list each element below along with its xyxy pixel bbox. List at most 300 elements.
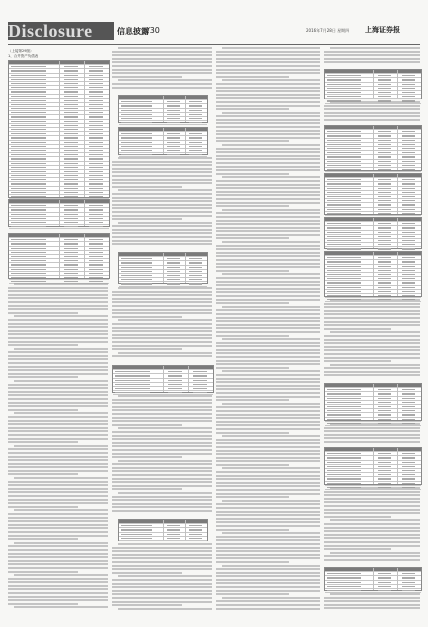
text-line bbox=[324, 430, 420, 432]
table-cell bbox=[64, 79, 78, 80]
table-cell bbox=[11, 171, 46, 172]
text-line bbox=[112, 503, 212, 505]
table-cell bbox=[167, 110, 179, 111]
text-line bbox=[216, 151, 320, 153]
text-line bbox=[216, 90, 320, 92]
text-line bbox=[8, 499, 108, 501]
table-cell bbox=[64, 205, 78, 206]
text-line bbox=[112, 550, 212, 552]
table-cell bbox=[327, 209, 361, 210]
table-cell bbox=[378, 188, 391, 189]
text-line bbox=[330, 487, 420, 489]
table-cell bbox=[327, 457, 361, 458]
table-cell bbox=[189, 534, 201, 535]
text-line bbox=[112, 435, 212, 437]
text-line bbox=[324, 534, 420, 536]
table-cell bbox=[327, 248, 361, 249]
table-cell bbox=[327, 291, 361, 292]
text-line bbox=[216, 309, 320, 311]
table-cell bbox=[189, 150, 201, 151]
text-line bbox=[330, 519, 420, 521]
table-cell bbox=[378, 84, 391, 85]
text-line bbox=[112, 601, 212, 603]
text-line bbox=[216, 72, 320, 74]
text-line bbox=[112, 470, 212, 472]
table-cell bbox=[89, 137, 103, 138]
table-cell bbox=[402, 213, 415, 214]
table-cell bbox=[89, 158, 103, 159]
text-line bbox=[216, 525, 320, 527]
table-cell bbox=[11, 112, 46, 113]
text-line bbox=[330, 552, 420, 554]
table-cell bbox=[64, 196, 78, 197]
text-line bbox=[216, 561, 289, 563]
text-line bbox=[222, 273, 320, 275]
table-cell bbox=[11, 196, 46, 197]
text-line bbox=[14, 283, 108, 285]
text-line bbox=[216, 194, 320, 196]
table-cell bbox=[64, 87, 78, 88]
text-line bbox=[222, 500, 320, 502]
text-line bbox=[216, 281, 320, 283]
table-cell bbox=[189, 525, 201, 526]
table-cell bbox=[378, 474, 391, 475]
text-line bbox=[112, 232, 212, 234]
table-cell bbox=[189, 105, 201, 106]
text-line bbox=[324, 509, 420, 511]
text-line bbox=[216, 590, 320, 592]
table-cell bbox=[193, 392, 207, 393]
table-cell bbox=[64, 209, 78, 210]
table-cell bbox=[121, 133, 152, 134]
table bbox=[324, 69, 422, 99]
text-line bbox=[324, 342, 420, 344]
text-line bbox=[222, 176, 320, 178]
table-cell bbox=[167, 275, 179, 276]
text-line bbox=[324, 491, 420, 493]
text-line bbox=[112, 572, 182, 574]
text-line bbox=[216, 140, 289, 142]
text-line bbox=[112, 337, 212, 339]
text-line bbox=[324, 427, 420, 429]
text-line bbox=[112, 557, 212, 559]
table-cell bbox=[327, 96, 361, 97]
text-line bbox=[216, 417, 320, 419]
text-line bbox=[324, 105, 420, 107]
text-line bbox=[14, 477, 108, 479]
table-cell bbox=[327, 204, 361, 205]
table-cell bbox=[11, 91, 46, 92]
table-cell bbox=[402, 586, 415, 587]
table-cell bbox=[402, 244, 415, 245]
table-cell bbox=[402, 75, 415, 76]
text-line bbox=[8, 596, 108, 598]
table-cell bbox=[327, 582, 361, 583]
text-line bbox=[324, 321, 420, 323]
table-cell bbox=[402, 402, 415, 403]
text-line bbox=[216, 169, 320, 171]
table-cell bbox=[189, 114, 201, 115]
table-cell bbox=[402, 291, 415, 292]
table bbox=[8, 233, 110, 279]
text-line bbox=[8, 405, 108, 407]
table-cell bbox=[193, 371, 207, 372]
text-line bbox=[112, 87, 212, 89]
text-line bbox=[112, 236, 212, 238]
table-cell bbox=[89, 205, 103, 206]
text-line bbox=[216, 392, 320, 394]
text-line bbox=[216, 582, 320, 584]
table-cell bbox=[11, 129, 46, 130]
text-line bbox=[8, 488, 108, 490]
table-cell bbox=[327, 266, 361, 267]
table-cell bbox=[327, 232, 361, 233]
table-cell bbox=[327, 183, 361, 184]
text-line bbox=[118, 352, 212, 354]
table-cell bbox=[327, 590, 361, 591]
table-cell bbox=[64, 167, 78, 168]
table-cell bbox=[89, 108, 103, 109]
text-line bbox=[8, 373, 108, 375]
table-cell bbox=[378, 483, 391, 484]
table-cell bbox=[89, 256, 103, 257]
continued-heading: （上接第29版） bbox=[8, 49, 34, 53]
table-cell bbox=[89, 260, 103, 261]
table-cell bbox=[378, 161, 391, 162]
text-line bbox=[216, 450, 320, 452]
table-cell bbox=[11, 243, 46, 244]
table-cell bbox=[327, 188, 361, 189]
table-cell bbox=[121, 146, 152, 147]
text-line bbox=[8, 535, 108, 537]
table-cell bbox=[378, 462, 391, 463]
table-cell bbox=[402, 261, 415, 262]
table-cell bbox=[89, 142, 103, 143]
text-line bbox=[8, 466, 108, 468]
text-line bbox=[112, 179, 212, 181]
text-line bbox=[8, 398, 108, 400]
text-line bbox=[112, 215, 212, 217]
table-cell bbox=[327, 586, 361, 587]
text-line bbox=[216, 126, 320, 128]
text-line bbox=[112, 420, 212, 422]
table-cell bbox=[189, 101, 201, 102]
text-line bbox=[112, 291, 212, 293]
table-cell bbox=[64, 214, 78, 215]
body-text bbox=[324, 47, 420, 67]
text-line bbox=[8, 502, 108, 504]
table-cell bbox=[378, 295, 391, 296]
table-cell bbox=[11, 150, 46, 151]
text-line bbox=[222, 565, 320, 567]
text-line bbox=[112, 406, 212, 408]
table-cell bbox=[327, 470, 361, 471]
text-line bbox=[216, 554, 320, 556]
table-cell bbox=[402, 590, 415, 591]
text-line bbox=[216, 352, 320, 354]
table-cell bbox=[11, 175, 46, 176]
text-line bbox=[216, 302, 289, 304]
table-cell bbox=[402, 240, 415, 241]
table-cell bbox=[168, 392, 182, 393]
text-line bbox=[216, 162, 320, 164]
text-line bbox=[112, 547, 212, 549]
table-cell bbox=[11, 104, 46, 105]
text-line bbox=[118, 395, 212, 397]
table-cell bbox=[167, 154, 179, 155]
text-line bbox=[216, 166, 320, 168]
text-line bbox=[216, 482, 320, 484]
text-line bbox=[216, 421, 320, 423]
table-cell bbox=[121, 275, 152, 276]
table-cell bbox=[121, 105, 152, 106]
text-line bbox=[216, 155, 320, 157]
text-line bbox=[112, 345, 212, 347]
table-cell bbox=[167, 279, 179, 280]
text-line bbox=[216, 270, 289, 272]
text-line bbox=[216, 87, 320, 89]
table-cell bbox=[167, 283, 179, 284]
text-line bbox=[118, 460, 212, 462]
table-cell bbox=[402, 179, 415, 180]
text-line bbox=[112, 456, 182, 458]
table-cell bbox=[11, 125, 46, 126]
text-line bbox=[324, 604, 420, 606]
text-line bbox=[330, 331, 420, 333]
table-cell bbox=[89, 116, 103, 117]
table-cell bbox=[189, 118, 201, 119]
table-cell bbox=[327, 75, 361, 76]
text-line bbox=[222, 209, 320, 211]
text-line bbox=[8, 420, 108, 422]
text-line bbox=[8, 376, 78, 378]
text-line bbox=[8, 391, 108, 393]
table-cell bbox=[89, 273, 103, 274]
text-line bbox=[324, 54, 420, 56]
table-cell bbox=[64, 188, 78, 189]
text-line bbox=[324, 494, 420, 496]
table-cell bbox=[402, 274, 415, 275]
table-cell bbox=[193, 384, 207, 385]
text-line bbox=[14, 380, 108, 382]
text-line bbox=[216, 349, 320, 351]
table bbox=[324, 447, 422, 485]
text-line bbox=[216, 507, 320, 509]
table-cell bbox=[121, 534, 152, 535]
text-line bbox=[216, 385, 320, 387]
text-line bbox=[8, 323, 108, 325]
table-cell bbox=[11, 154, 46, 155]
table-cell bbox=[327, 192, 361, 193]
table-cell bbox=[121, 150, 152, 151]
table-cell bbox=[327, 389, 361, 390]
table-cell bbox=[11, 179, 46, 180]
table-cell bbox=[11, 133, 46, 134]
table-cell bbox=[11, 209, 46, 210]
text-line bbox=[222, 597, 320, 599]
text-line bbox=[216, 550, 320, 552]
table-cell bbox=[89, 209, 103, 210]
text-line bbox=[324, 527, 420, 529]
table-cell bbox=[402, 223, 415, 224]
body-text bbox=[112, 395, 212, 515]
text-line bbox=[8, 545, 108, 547]
table-cell bbox=[378, 393, 391, 394]
table-cell bbox=[402, 148, 415, 149]
text-line bbox=[118, 608, 212, 610]
text-line bbox=[8, 441, 78, 443]
table-cell bbox=[115, 380, 150, 381]
text-line bbox=[8, 560, 108, 562]
table-cell bbox=[327, 466, 361, 467]
table-cell bbox=[327, 295, 361, 296]
table-cell bbox=[327, 402, 361, 403]
table-cell bbox=[327, 213, 361, 214]
text-line bbox=[8, 402, 108, 404]
table-cell bbox=[64, 175, 78, 176]
text-line bbox=[216, 335, 289, 337]
table-cell bbox=[89, 264, 103, 265]
table-cell bbox=[378, 270, 391, 271]
table-cell bbox=[378, 232, 391, 233]
table-cell bbox=[327, 223, 361, 224]
column-3 bbox=[216, 47, 320, 617]
table-cell bbox=[167, 262, 179, 263]
text-line bbox=[112, 561, 212, 563]
table-cell bbox=[378, 227, 391, 228]
text-line bbox=[112, 449, 212, 451]
table-cell bbox=[189, 122, 201, 123]
table-cell bbox=[378, 389, 391, 390]
text-line bbox=[330, 101, 420, 103]
text-line bbox=[216, 122, 320, 124]
text-line bbox=[8, 326, 108, 328]
table-cell bbox=[115, 375, 150, 376]
text-line bbox=[324, 371, 420, 373]
newspaper-logo: 上海证券报 bbox=[365, 25, 400, 34]
text-line bbox=[330, 364, 420, 366]
text-line bbox=[216, 600, 320, 602]
table-cell bbox=[327, 131, 361, 132]
text-line bbox=[324, 119, 420, 121]
table-cell bbox=[402, 165, 415, 166]
text-line bbox=[14, 574, 108, 576]
text-line bbox=[222, 241, 320, 243]
text-line bbox=[216, 220, 320, 222]
text-line bbox=[324, 339, 420, 341]
text-line bbox=[216, 313, 320, 315]
table-cell bbox=[402, 270, 415, 271]
table-cell bbox=[327, 88, 361, 89]
text-line bbox=[216, 115, 320, 117]
table-cell bbox=[193, 375, 207, 376]
text-line bbox=[216, 202, 320, 204]
text-line bbox=[216, 252, 320, 254]
table-cell bbox=[168, 375, 182, 376]
header-rule bbox=[8, 44, 420, 45]
table-cell bbox=[402, 183, 415, 184]
text-line bbox=[222, 144, 320, 146]
text-line bbox=[216, 503, 320, 505]
table-cell bbox=[189, 110, 201, 111]
text-line bbox=[8, 308, 108, 310]
table-cell bbox=[89, 125, 103, 126]
text-line bbox=[324, 61, 420, 63]
column-4 bbox=[324, 47, 420, 617]
table-cell bbox=[189, 279, 201, 280]
text-line bbox=[8, 588, 108, 590]
table-cell bbox=[378, 92, 391, 93]
text-line bbox=[216, 432, 289, 434]
text-line bbox=[112, 323, 212, 325]
text-line bbox=[216, 586, 320, 588]
text-line bbox=[222, 532, 320, 534]
table-cell bbox=[89, 83, 103, 84]
table-cell bbox=[402, 577, 415, 578]
text-line bbox=[216, 263, 320, 265]
table-cell bbox=[327, 169, 361, 170]
table-cell bbox=[64, 133, 78, 134]
text-line bbox=[216, 536, 320, 538]
table-cell bbox=[378, 278, 391, 279]
table-cell bbox=[64, 96, 78, 97]
table-cell bbox=[11, 163, 46, 164]
table bbox=[324, 125, 422, 171]
text-line bbox=[216, 245, 320, 247]
text-line bbox=[112, 431, 212, 433]
text-line bbox=[8, 524, 108, 526]
text-line bbox=[112, 207, 212, 209]
table-cell bbox=[11, 75, 46, 76]
text-line bbox=[324, 545, 420, 547]
body-text bbox=[112, 47, 212, 92]
text-line bbox=[8, 549, 108, 551]
text-line bbox=[8, 459, 108, 461]
table-cell bbox=[189, 271, 201, 272]
table-cell bbox=[89, 163, 103, 164]
table-cell bbox=[378, 410, 391, 411]
table-cell bbox=[11, 79, 46, 80]
table-cell bbox=[378, 573, 391, 574]
text-line bbox=[324, 607, 420, 609]
text-line bbox=[324, 306, 420, 308]
table-cell bbox=[378, 457, 391, 458]
table-cell bbox=[402, 79, 415, 80]
text-line bbox=[324, 600, 420, 602]
table-cell bbox=[402, 152, 415, 153]
table-cell bbox=[378, 419, 391, 420]
table-cell bbox=[64, 150, 78, 151]
table-cell bbox=[402, 389, 415, 390]
table-cell bbox=[89, 179, 103, 180]
table-cell bbox=[189, 133, 201, 134]
table bbox=[324, 567, 422, 591]
text-line bbox=[118, 575, 212, 577]
table-cell bbox=[168, 384, 182, 385]
table-cell bbox=[89, 214, 103, 215]
table-cell bbox=[402, 192, 415, 193]
text-line bbox=[324, 115, 420, 117]
table-cell bbox=[402, 257, 415, 258]
table-cell bbox=[378, 200, 391, 201]
text-line bbox=[8, 409, 78, 411]
text-line bbox=[330, 299, 420, 301]
text-line bbox=[216, 518, 320, 520]
text-line bbox=[216, 324, 320, 326]
text-line bbox=[112, 161, 212, 163]
text-line bbox=[112, 348, 182, 350]
table-cell bbox=[11, 96, 46, 97]
